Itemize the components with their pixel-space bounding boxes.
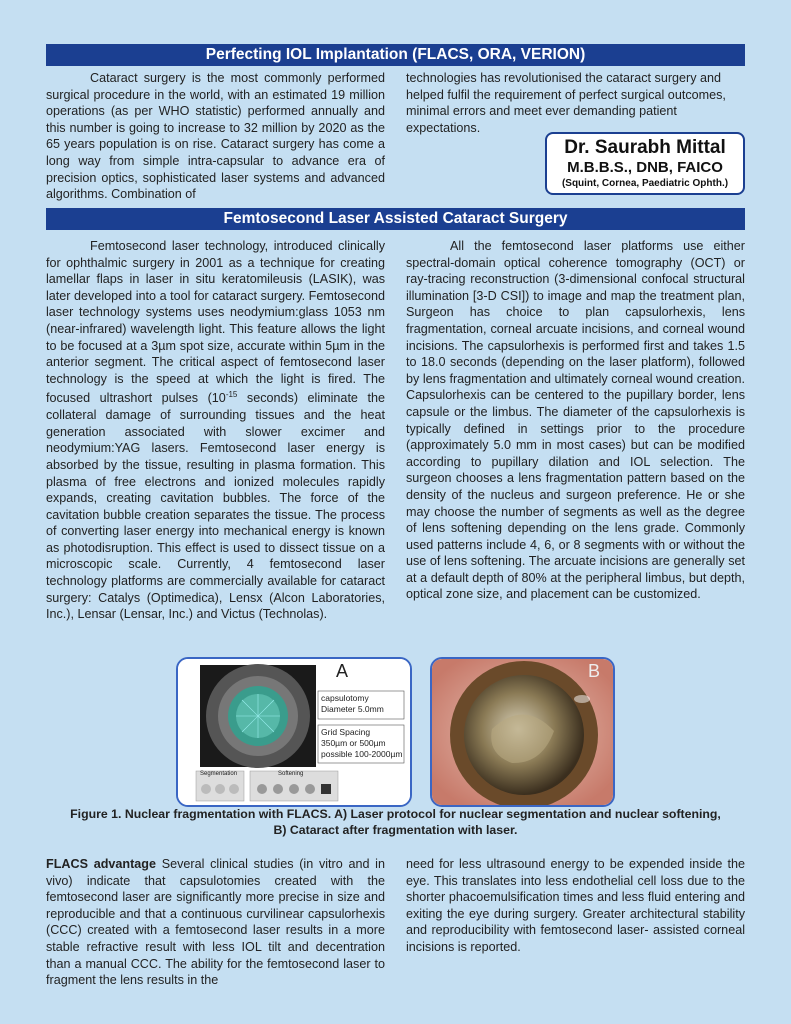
femto-text-part-b: seconds) eliminate the collateral damage of surrounding tissues and the heat generation associated with slower excimer and neodymium:YAG lasers. Femtosecond laser energy is absorbed by the tissue, resulting in plasma formation. This plasma of free electrons and ionized molecules rapidly expands, creating cavitation bubbles. The force of the cavitation bubble creation separates the tissue. The process of converting laser energy into mechanical energy is known as photodisruption. This effect is used to dissect tissue on a microscopic scale. Currently, 4 femtosecond laser technology platforms are commercially available for cataract surgery: Catalys (Optimedica), Lensx (Alcon Laboratories, Inc.), Lensar (Lensar, Inc.) and Victus (Technolas). xyxy=(46,391,385,622)
femto-text-part-a: Femtosecond laser technology, introduced clinically for ophthalmic surgery in 2001 as a technique for creating lamellar flaps in laser in situ keratomileusis (LASIK), was later developed into a tool for cataract surgery. Femtosecond laser technology systems uses neodymium:glass 1053 nm (near-infrared) wavelength light. This feature allows the light to be focused at a 3µm spot size, accurate within 5µm in the anterior segment. The critical aspect of femtosecond laser technology is the speed at which the light is fired. The focused ultrashort pulses (10 xyxy=(46,239,385,406)
author-specialty: (Squint, Cornea, Paediatric Ophth.) xyxy=(561,178,729,189)
femtosecond-paragraph xyxy=(46,238,385,623)
flacs-text: Several clinical studies (in vitro and in vivo) indicate that capsulotomies created with the femtosecond laser are significantly more precise in size and reproducible and that a continuous curvilinear capsulorhexis (CCC) created with a femtosecond laser results in a more stable refractive result with less IOL tilt and decentration than a manual CCC. The ability for the femtosecond laser to fragment the lens results in the xyxy=(46,857,385,988)
intro-paragraph: Cataract surgery is the most commonly performed surgical procedure in the world, with an estimated 19 million operations (as per WHO statistic) performed annually and this number is going to increase to 32 million by 2020 as the 65 years population is on rise. Cataract surgery has come a long way from simple intra-capsular to advance era of precision optics, sophisticated laser systems and advanced algorithms. Combination of xyxy=(46,71,385,202)
author-box xyxy=(545,132,745,195)
figure-caption-line-1: Figure 1. Nuclear fragmentation with FLACS. A) Laser protocol for nuclear segmentation and nuclear softening, xyxy=(70,807,721,821)
grid-spacing-label: Grid Spacing xyxy=(321,727,371,737)
section-title-iol: Perfecting IOL Implantation (FLACS, ORA, VERION) xyxy=(46,44,745,66)
softening-label: Softening xyxy=(278,771,304,777)
platforms-paragraph: All the femtosecond laser platforms use either spectral-domain optical coherence tomography (OCT) or ray-tracing reconstruction (3-dimensional confocal structural illumination [3-D CSI]) to image and map the treatment plan, Surgeon has choice to plan capsulorhexis, lens fragmentation, corneal arcuate incisions, and corneal wound incisions. The capsulorhexis is performed first and takes 1.5 to 18.0 seconds (depending on the laser platform), followed by lens fragmentation and ultimately corneal wound creation. Capsulorhexis can be centered to the pupillary border, lens capsule or the limbus. The diameter of the capsulorhexis is typically defined in settings prior to the procedure (approximately 5.0 mm in most cases) but can be modified according to pupillary dilation and IOL selection. The surgeon chooses a lens fragmentation pattern based on the density of the nucleus and surgeon preference. He or she may choose the number of segments as well as the degree of lens softening depending on the lens grade. Commonly used patterns include 4, 6, or 8 segments with or without the use of lens softening. The arcuate incisions are generally set at a default depth of 80% at the peripheral limbus, but depth, optical zone size, and placement can be customized. xyxy=(406,239,745,602)
figure-panel-a xyxy=(176,657,412,807)
exponent: -15 xyxy=(225,390,238,400)
flacs-paragraph-continued: need for less ultrasound energy to be expended inside the eye. This translates into less endothelial cell loss due to the shorter phacoemulsification times and less fluid entering and exiting the eye during surgery. Greater architectural stability and reproducibility with femtosecond laser- assisted corneal incisions is reported. xyxy=(406,857,745,954)
laser-protocol-image xyxy=(178,659,410,805)
capsulotomy-label: capsulotomy xyxy=(321,693,369,703)
panel-b-label: B xyxy=(588,661,601,681)
capsulotomy-diameter: Diameter 5.0mm xyxy=(321,704,384,714)
body-right-column xyxy=(406,238,745,603)
grid-spacing-value: 350µm or 500µm xyxy=(321,738,386,748)
author-degrees: M.B.B.S., DNB, FAICO xyxy=(567,159,723,176)
flacs-heading: FLACS advantage xyxy=(46,857,156,871)
grid-spacing-range: possible 100-2000µm xyxy=(321,749,403,759)
flacs-left-column xyxy=(46,856,385,989)
flacs-paragraph xyxy=(46,856,385,989)
figure-panel-b xyxy=(430,657,615,807)
figure-caption-line-2: B) Cataract after fragmentation with laser. xyxy=(273,823,518,837)
body-left-column xyxy=(46,238,385,623)
flacs-right-column xyxy=(406,856,745,956)
intro-paragraph-continued: technologies has revolutionised the cataract surgery and helped fulfil the requirement of perfect surgical outcomes, minimal errors and meet ever demanding patient expectations. xyxy=(406,71,726,135)
figure-caption xyxy=(60,806,731,838)
intro-left-column xyxy=(46,70,385,203)
author-name: Dr. Saurabh Mittal xyxy=(564,137,726,158)
section-title-flacs: Femtosecond Laser Assisted Cataract Surgery xyxy=(46,208,745,230)
cataract-photo xyxy=(432,659,613,805)
segmentation-label: Segmentation xyxy=(200,771,238,777)
intro-right-column xyxy=(406,70,745,136)
panel-a-label: A xyxy=(336,661,349,681)
